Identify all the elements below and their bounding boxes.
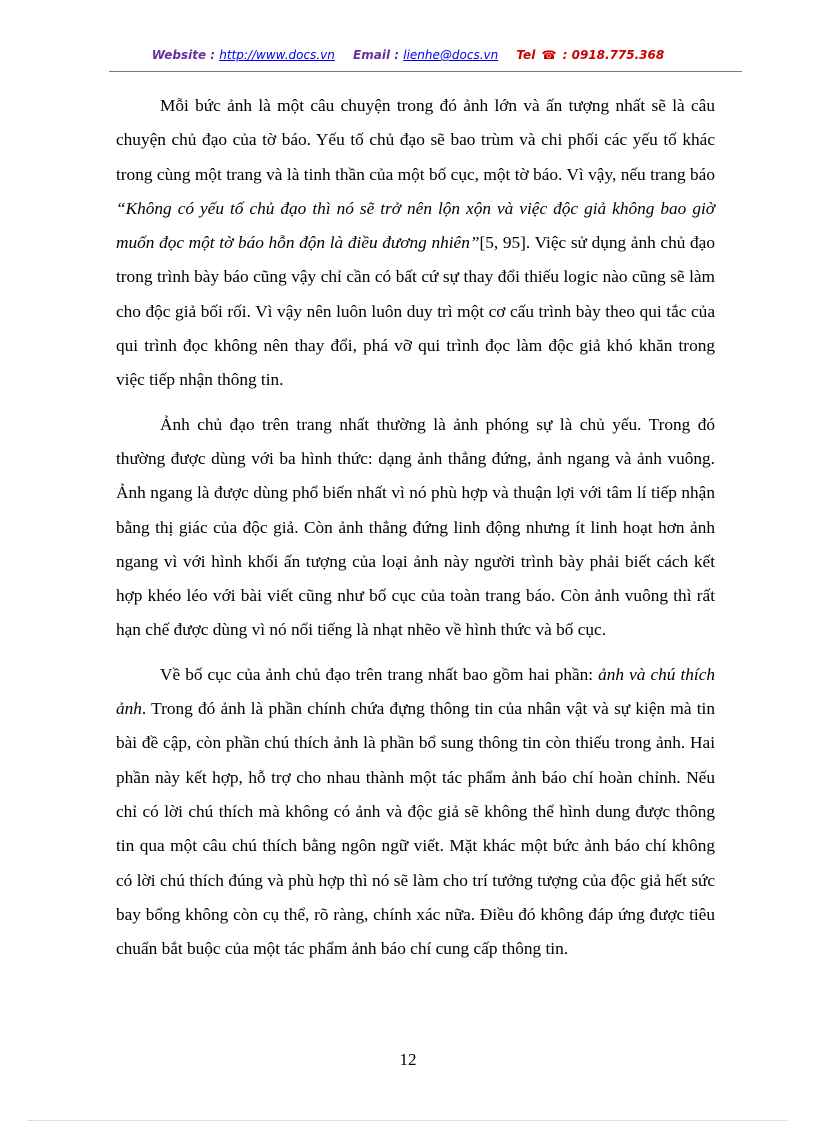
email-separator: :	[394, 48, 400, 62]
page-header	[0, 48, 816, 62]
email-label: Email	[353, 48, 391, 62]
paragraph-1-text-a: Mỗi bức ảnh là một câu chuyện trong đó ảnh lớn và ấn tượng nhất sẽ là câu chuyện chủ đạo của tờ báo. Yếu tố chủ đạo sẽ bao trùm và chi phối các yếu tố khác trong cùng một trang và là tinh thần của một bố cục, một tờ báo. Vì vậy, nếu trang báo	[116, 96, 715, 184]
website-label: Website :	[151, 48, 216, 62]
phone-icon: ☎	[541, 48, 557, 62]
website-link[interactable]: http://www.docs.vn	[219, 48, 335, 62]
phone-number: : 0918.775.368	[562, 48, 665, 62]
paragraph-3-text-a: Về bố cục của ảnh chủ đạo trên trang nhất bao gồm hai phần:	[160, 664, 599, 684]
tel-label: Tel	[516, 48, 536, 62]
paragraph-1	[116, 89, 715, 398]
paragraph-2: Ảnh chủ đạo trên trang nhất thường là ảnh phóng sự là chủ yếu. Trong đó thường được dùng với ba hình thức: dạng ảnh thẳng đứng, ảnh ngang và ảnh vuông. Ảnh ngang là được dùng phổ biến nhất vì nó phù hợp và thuận lợi với tâm lí tiếp nhận bằng thị giác của độc giả. Còn ảnh thẳng đứng linh động nhưng ít linh hoạt hơn ảnh ngang vì với hình khối ấn tượng của loại ảnh này người trình bày phải biết cách kết hợp khéo léo với bài viết cũng như bố cục của toàn trang báo. Còn ảnh vuông thì rất hạn chế được dùng vì nó nổi tiếng là nhạt nhẽo về hình thức và bố cục.	[116, 414, 715, 640]
page-number: 12	[399, 1050, 417, 1069]
footer-divider	[28, 1120, 788, 1121]
paragraph-3-emphasis: ảnh và chú thích ảnh	[116, 664, 716, 719]
header-divider	[109, 71, 742, 72]
document-body	[116, 89, 715, 966]
email-link[interactable]: lienhe@docs.vn	[403, 48, 499, 62]
paragraph-1-text-b: [5, 95]. Việc sử dụng ảnh chủ đạo trong trình bày báo cũng vậy chỉ cần có bất cứ sự thay đổi thiếu logic nào cũng sẽ làm cho độc giả bối rối. Vì vậy nên luôn luôn duy trì một cơ cấu trình bày theo qui tắc của qui trình đọc không nên thay đổi, phá vỡ qui trình đọc làm độc giả khó khăn trong việc tiếp nhận thông tin.	[116, 233, 715, 390]
paragraph-3-text-b: . Trong đó ảnh là phần chính chứa đựng thông tin của nhân vật và sự kiện mà tin bài đề cập, còn phần chú thích ảnh là phần bổ sung thông tin còn thiếu trong ảnh. Hai phần này kết hợp, hỗ trợ cho nhau thành một tác phẩm ảnh báo chí hoàn chỉnh. Nếu chỉ có lời chú thích mà không có ảnh và độc giả sẽ không thể hình dung được thông tin qua một câu chú thích bằng ngôn ngữ viết. Mặt khác một bức ảnh báo chí không có lời chú thích đúng và phù hợp thì nó sẽ làm cho trí tưởng tượng của độc giả hết sức bay bổng không còn cụ thể, rõ ràng, chính xác nữa. Điều đó không đáp ứng được tiêu chuẩn bắt buộc của một tác phẩm ảnh báo chí cung cấp thông tin.	[116, 699, 715, 959]
paragraph-1-quote: “Không có yếu tố chủ đạo thì nó sẽ trở nên lộn xộn và việc độc giả không bao giờ muốn đọc một tờ báo hỗn độn là điều đương nhiên”	[116, 198, 715, 253]
paragraph-3	[116, 658, 715, 967]
